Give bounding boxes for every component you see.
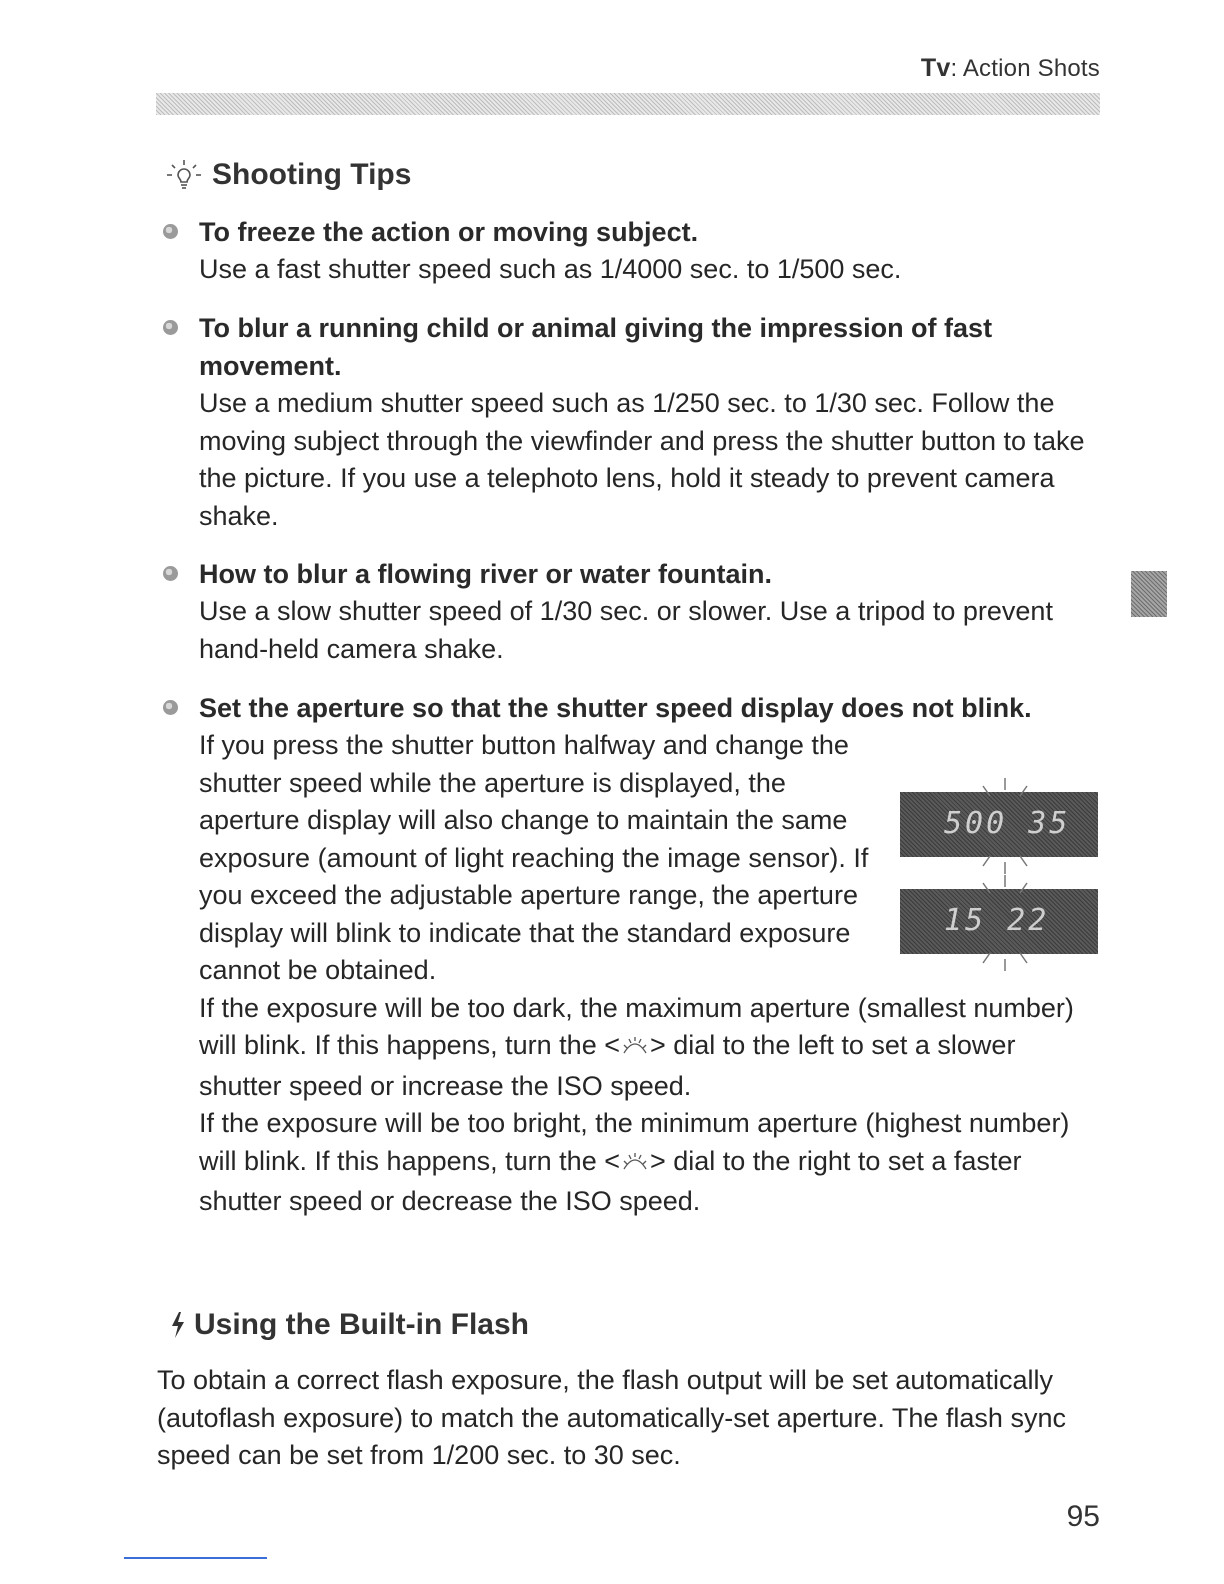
mode-label: Tv bbox=[920, 54, 951, 82]
page-header-title bbox=[921, 54, 1100, 83]
flash-icon bbox=[170, 1311, 186, 1339]
main-dial-icon bbox=[620, 1146, 650, 1184]
flash-heading bbox=[170, 1308, 529, 1342]
lcd-readout: 15 22 bbox=[944, 903, 1050, 938]
lcd-readout: 500 35 bbox=[944, 806, 1071, 841]
shooting-tips-title: Shooting Tips bbox=[212, 158, 412, 191]
blink-rays-icon bbox=[965, 873, 1045, 973]
bullet-icon bbox=[163, 320, 178, 335]
header-bar bbox=[156, 93, 1100, 115]
page-number: 95 bbox=[1066, 1500, 1100, 1533]
chapter-tab-marker bbox=[1131, 571, 1167, 617]
bullet-icon bbox=[163, 700, 178, 715]
lightbulb-icon bbox=[164, 158, 204, 192]
paragraph-text: If the exposure will be too dark, the maximum aperture (smallest number) will blink. If this happens, turn the < bbox=[199, 992, 1074, 1060]
tip-item bbox=[157, 213, 1102, 289]
tip-item bbox=[157, 689, 1102, 1221]
tip-heading: How to blur a flowing river or water fountain. bbox=[199, 559, 773, 589]
paragraph-text: If the exposure will be too bright, the minimum aperture (highest number) will blink. If this happens, turn the < bbox=[199, 1108, 1070, 1176]
tip-body: Use a slow shutter speed of 1/30 sec. or slower. Use a tripod to prevent hand-held camera shake. bbox=[199, 596, 1053, 664]
flash-body: To obtain a correct flash exposure, the flash output will be set automatically (autoflash exposure) to match the automatically-set aperture. The flash sync speed can be set from 1/200 sec. to 30 sec. bbox=[157, 1365, 1066, 1470]
shooting-tips-heading bbox=[164, 158, 411, 192]
bullet-icon bbox=[163, 566, 178, 581]
main-dial-icon bbox=[620, 1030, 650, 1068]
bullet-icon bbox=[163, 224, 178, 239]
tip-heading: Set the aperture so that the shutter speed display does not blink. bbox=[199, 693, 1032, 723]
footer-rule bbox=[124, 1557, 267, 1559]
tip-body: Use a medium shutter speed such as 1/250 sec. to 1/30 sec. Follow the moving subject through the viewfinder and press the shutter button to take the picture. If you use a telephoto lens, hold it steady to prevent camera shake. bbox=[199, 388, 1085, 531]
tip-paragraph bbox=[199, 1105, 1102, 1221]
tip-heading: To blur a running child or animal giving the impression of fast movement. bbox=[199, 313, 993, 381]
tip-item bbox=[157, 555, 1102, 668]
blink-rays-icon bbox=[965, 776, 1045, 876]
paragraph-text: > dial to the right to set a faster shutter speed or decrease the ISO speed. bbox=[199, 1145, 1022, 1216]
tip-item bbox=[157, 309, 1102, 535]
header-title-text: : Action Shots bbox=[950, 55, 1100, 82]
tip-heading: To freeze the action or moving subject. bbox=[199, 217, 699, 247]
tip-body: Use a fast shutter speed such as 1/4000 sec. to 1/500 sec. bbox=[199, 254, 902, 284]
tip-paragraph bbox=[199, 990, 1102, 1106]
tip-paragraph: If you press the shutter button halfway and change the shutter speed while the aperture is displayed, the aperture display will also change to maintain the same exposure (amount of light reaching the image sensor). If you exceed the adjustable aperture range, the aperture display will blink to indicate that the standard exposure cannot be obtained. bbox=[199, 730, 869, 985]
flash-title: Using the Built-in Flash bbox=[194, 1308, 529, 1341]
paragraph-text: > dial to the left to set a slower shutter speed or increase the ISO speed. bbox=[199, 1030, 1016, 1101]
